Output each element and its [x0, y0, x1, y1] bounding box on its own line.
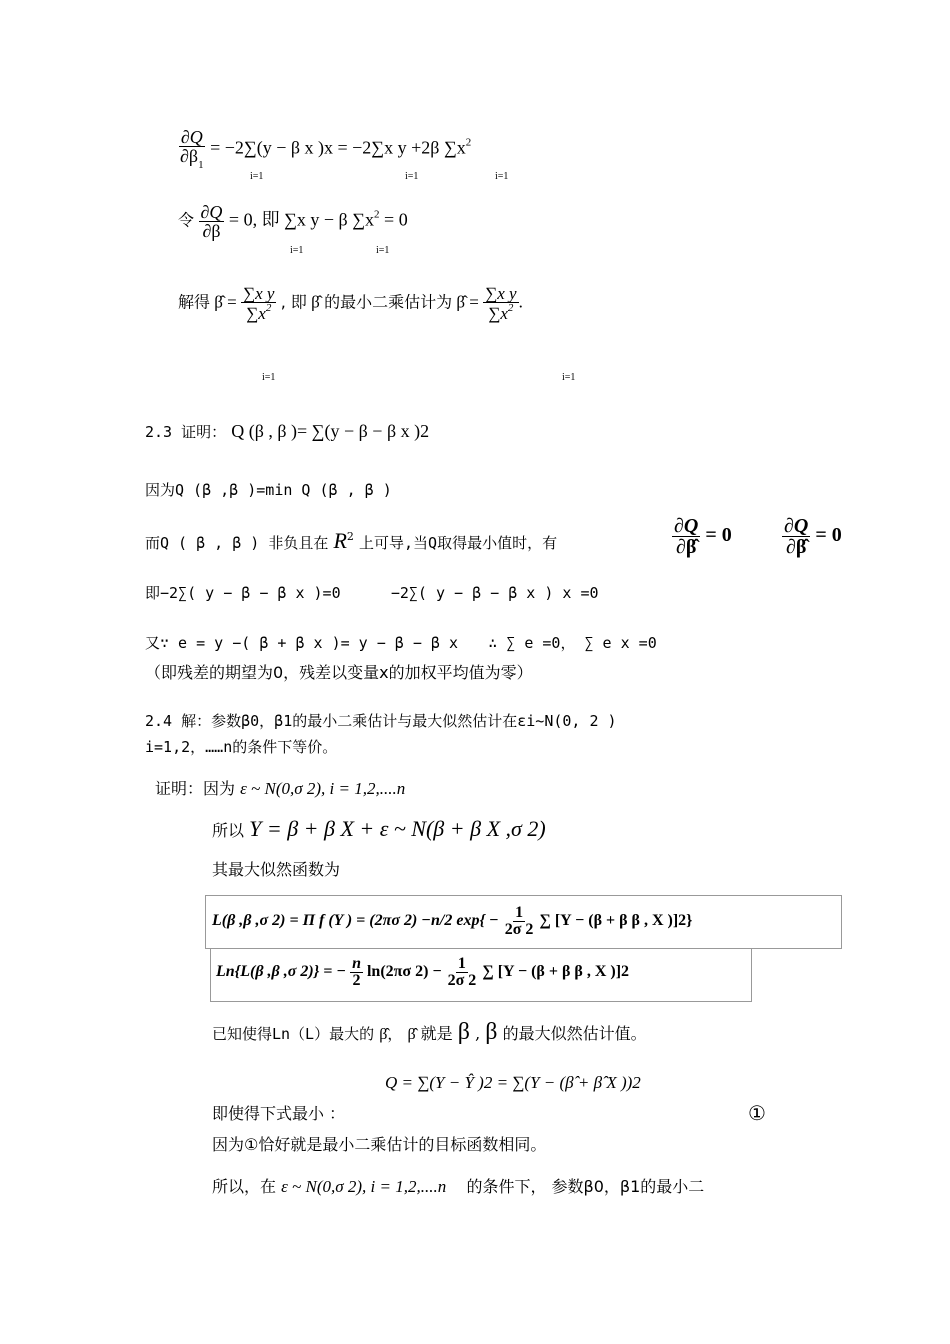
- sec24-dist1: ε ~ N(0,σ 2), i = 1,2,....n: [240, 779, 406, 798]
- sec23-line1: [145, 422, 429, 440]
- eq3-index-b: i=1: [562, 372, 576, 383]
- sec23-line2: 因为Q (β ,β )=min Q (β , β ): [145, 481, 392, 499]
- eq2-rhs: = 0, 即 ∑x y − β ∑x: [228, 209, 375, 230]
- eq3-index-a: i=1: [262, 372, 276, 383]
- sec24-because: 因为①恰好就是最小二乘估计的目标函数相同。: [212, 1135, 547, 1154]
- eq3-fraction-b: $\frac{\text{∑x y}}{\sum x^2}$: [485, 284, 517, 323]
- eq1-rhs: = −2∑(y − β x )x = −2∑x y +2β ∑x: [210, 137, 466, 158]
- eq1-index-b: i=1: [405, 171, 419, 182]
- eq1-partial-fraction: $\frac{\partial Q}{\partial\beta_1}$: [180, 127, 204, 171]
- sec23-label: 2.3 证明：: [145, 423, 227, 441]
- sec23-line3: 而Q ( β , β ) 非负且在 $R^2$ 上可导,当Q取得最小值时，有: [145, 528, 558, 553]
- eq2-index-b: i=1: [376, 245, 390, 256]
- sec24-proof: 证明：因为 ε ~ N(0,σ 2), i = 1,2,....n: [155, 779, 406, 798]
- eq1-den: ∂β: [180, 146, 199, 166]
- sec24-Q-expr: Q = ∑(Y − Ŷ )2 = ∑(Y − (β̂ + β̂ X ))2: [385, 1073, 641, 1092]
- eq2-fraction: $\frac{\partial Q}{\partial\beta}$: [200, 202, 223, 241]
- sec24-min-label: 即使得下式最小 ：: [212, 1104, 346, 1123]
- eq1-index-a: i=1: [250, 171, 264, 182]
- eq2-index-a: i=1: [290, 245, 304, 256]
- loglik-eq: Ln{L(β ,β ,σ 2)} = − $\frac{n}{2}$ ln(2πσ 2) − $\frac{1}{2\sigma 2}$ ∑ [Y − (β + β β , X )]2: [216, 955, 630, 989]
- sec23-partial-0: $\frac{\partial Q}{\partial\betâ}$ = 0: [674, 515, 732, 558]
- sec24-last: 所以，在 ε ~ N(0,σ 2), i = 1,2,....n 的条件下， 参数β0，β1的最小二: [212, 1177, 705, 1196]
- eq1-sup: 2: [465, 136, 472, 149]
- sec24-line2: i=1,2，……n的条件下等价。: [145, 738, 338, 756]
- likelihood-eq: L(β ,β ,σ 2) = Π f (Y ) = (2πσ 2) −n/2 exp{ − $\frac{1}{2\sigma 2}$ ∑ [Y − (β + β β , X )]2}: [212, 904, 693, 938]
- sec24-model: 所以 Y = β + β X + ε ~ N(β + β X ,σ 2): [212, 816, 546, 841]
- eq2: 令 $\frac{\partial Q}{\partial\beta}$ = 0, 即 ∑x y − β $\sum x^2 = 0$: [178, 202, 408, 241]
- eq3-mid2: 的最小二乘估计为: [324, 292, 453, 312]
- eq2-tail: = 0: [384, 209, 408, 230]
- eq1-index-c: i=1: [495, 171, 509, 182]
- sec24-likelihood-label: 其最大似然函数为: [212, 860, 341, 879]
- sec23-line4: 即−2∑( y − β − β x )=0 −2∑( y − β − β x ) x =0: [145, 584, 599, 602]
- eq3-prefix: 解得: [178, 292, 211, 312]
- sec24-circle: ①: [748, 1103, 766, 1125]
- eq1: [178, 128, 471, 171]
- eq1-num: ∂Q: [180, 127, 203, 147]
- sec23-line6: （即残差的期望为0，残差以变量x的加权平均值为零）: [145, 663, 533, 682]
- sec23-line5: 又∵ e = y −( β + β x )= y − β − β x ∴ ∑ e =0， ∑ e x =0: [145, 634, 657, 652]
- sec24-known: 已知使得Ln（L）最大的 β̂， β̂ 就是 β , β 的最大似然估计值。: [212, 1019, 647, 1045]
- eq3: 解得 β̂ = $\frac{\text{∑x y}}{\sum x^2}$ , 即 β̂ 的最小二乘估计为 β̂ = $\frac{\text{∑x y}}{\sum x^2}$ .: [178, 284, 523, 323]
- sec24-line1: 2.4 解：参数β0，β1的最小二乘估计与最大似然估计在εi~N(0, 2 ): [145, 712, 617, 730]
- eq3-fraction-a: $\frac{\text{∑x y}}{\sum x^2}$: [243, 284, 275, 323]
- sec23-R: R: [333, 528, 347, 553]
- sec23-expr: Q (β , β )= ∑(y − β − β x )2: [231, 421, 430, 441]
- sec23-partial-1: $\frac{\partial Q}{\partial\betâ}$ = 0: [784, 515, 842, 558]
- eq2-prefix: 令: [178, 210, 195, 230]
